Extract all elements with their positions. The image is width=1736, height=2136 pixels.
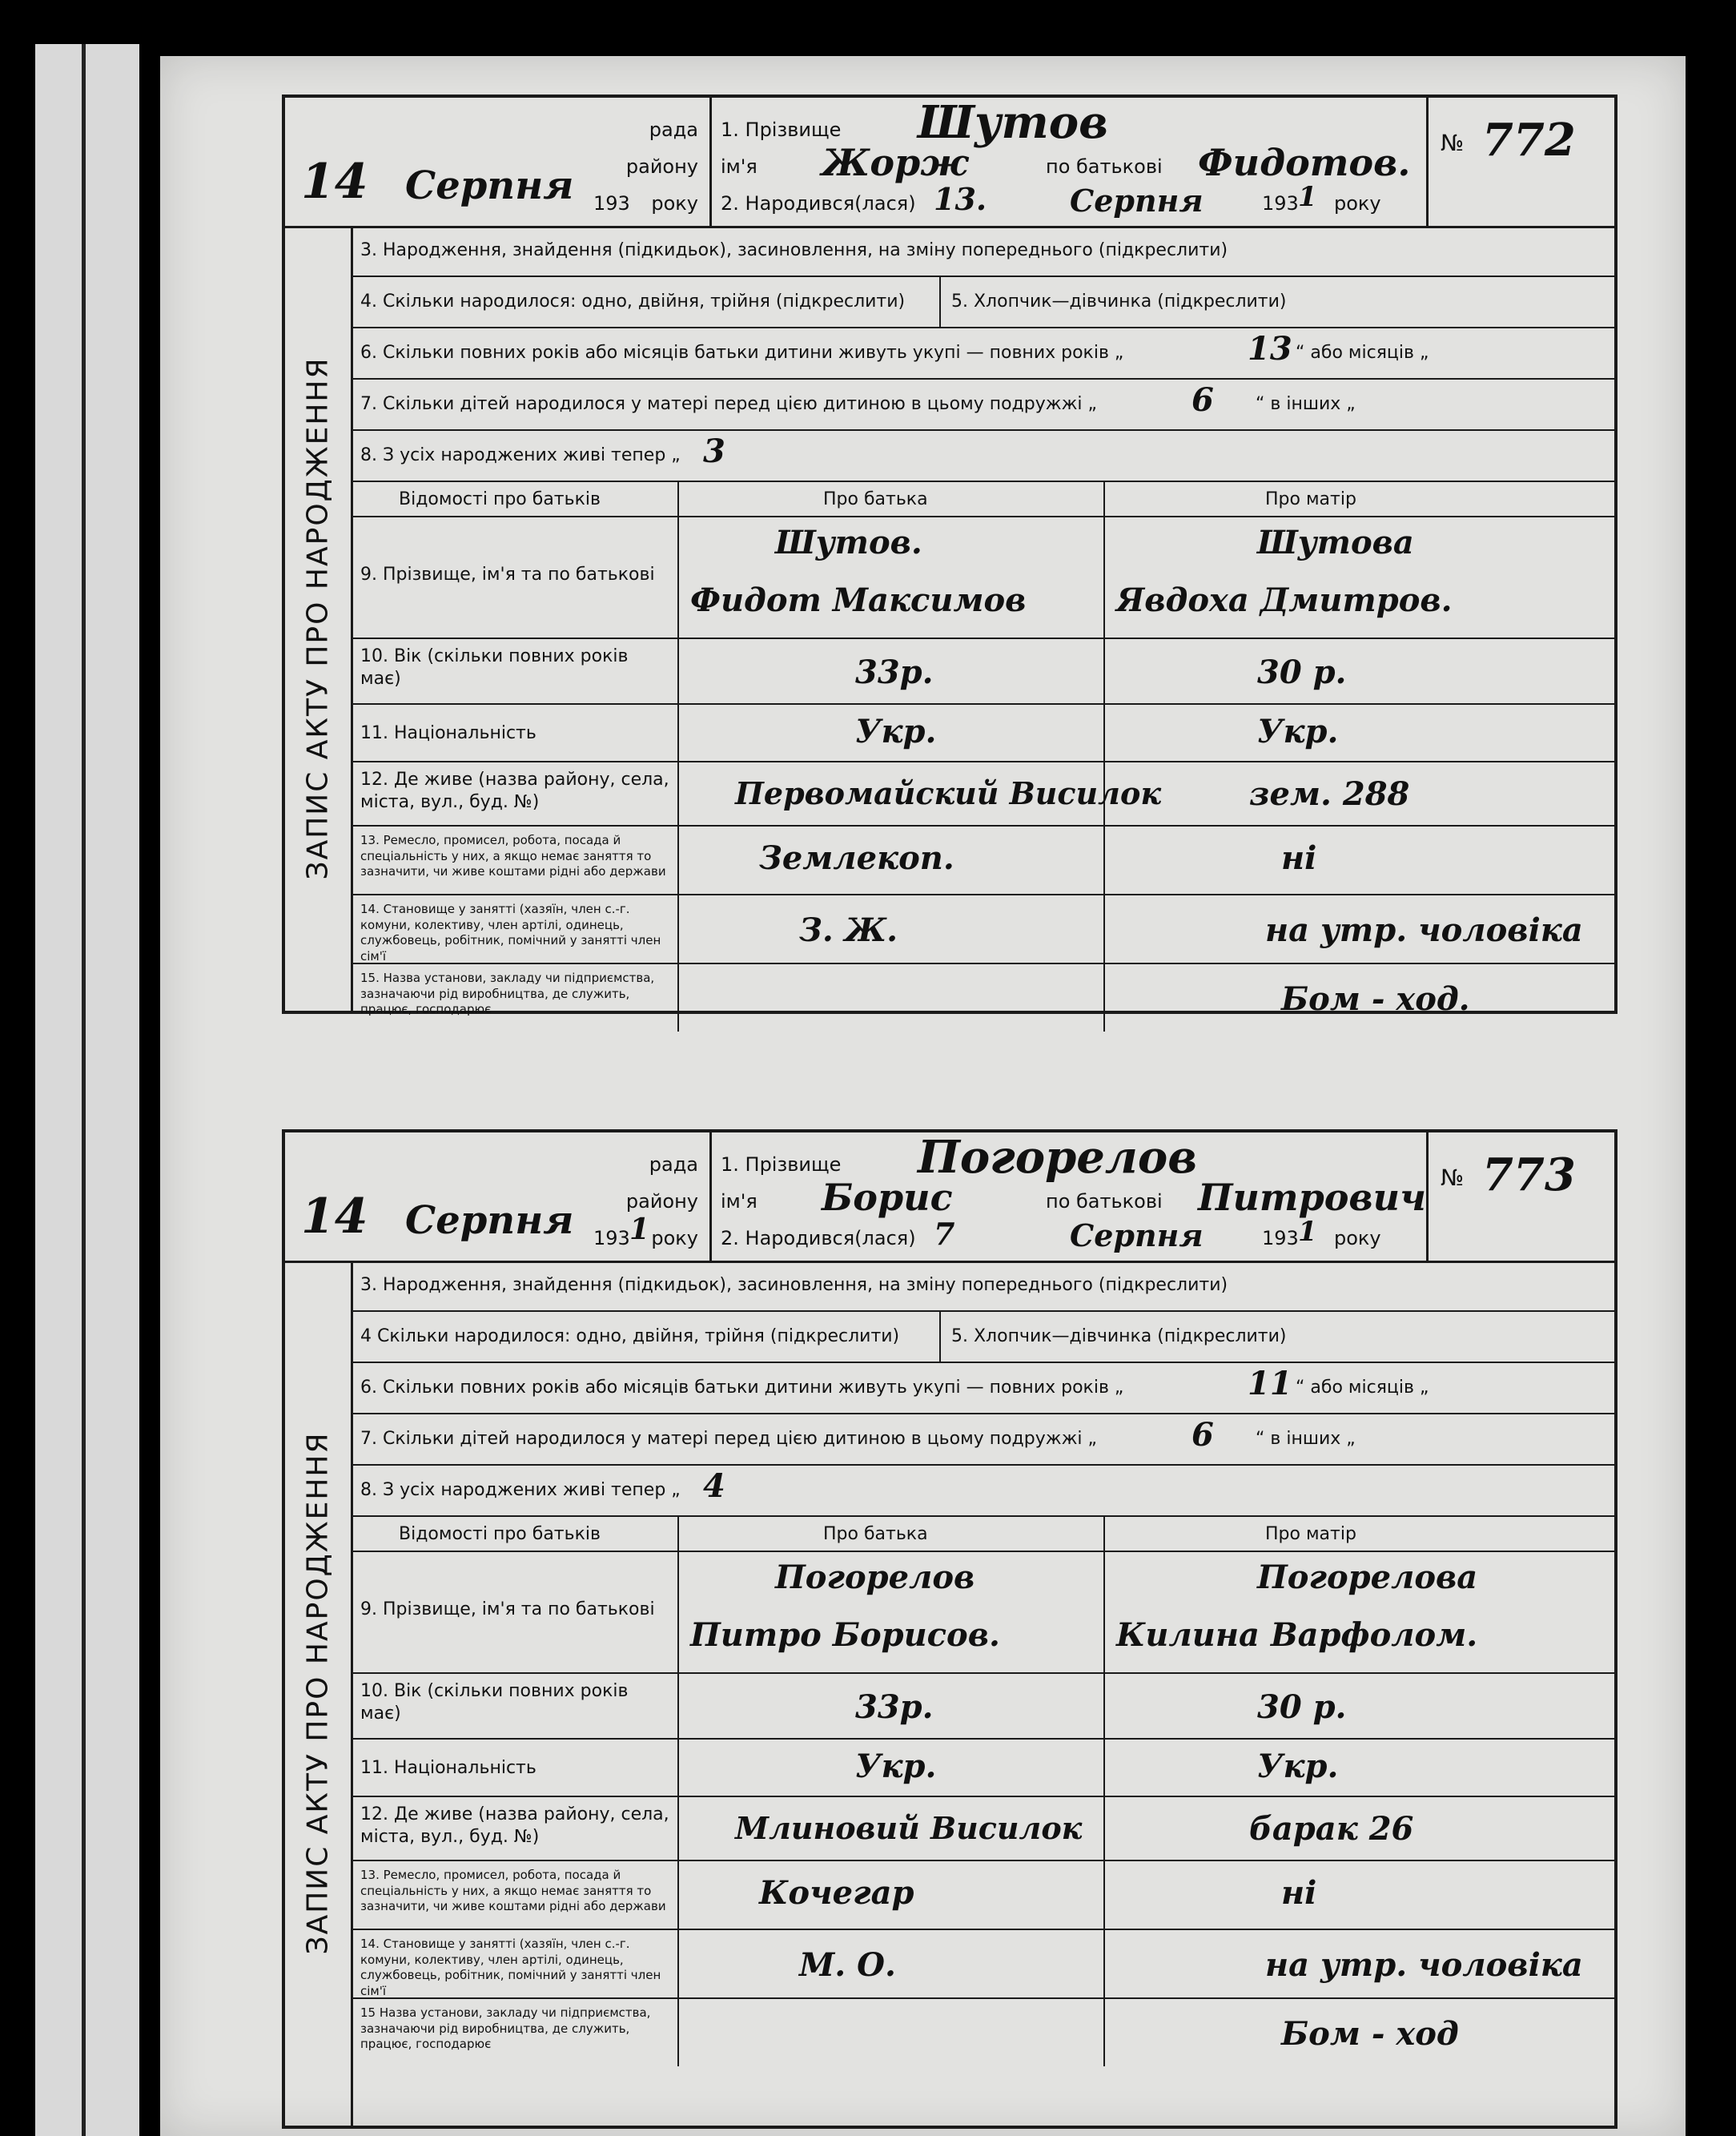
raion-label: району	[625, 1190, 698, 1213]
father-name: Фидот Максимов	[690, 581, 1027, 619]
row-3	[351, 226, 1614, 277]
child-surname: Погорелов	[918, 1131, 1198, 1184]
patronymic-label: по батькові	[1046, 1190, 1163, 1213]
row-9-label: 9. Прізвище, ім'я та по батькові	[360, 1599, 655, 1619]
born-month: Серпня	[1070, 183, 1204, 219]
father-residence: Млиновий Висилок	[735, 1810, 1083, 1846]
parents-table	[351, 1517, 1614, 2066]
child-name: Жорж	[822, 141, 969, 184]
mother-workplace: Бом - ход	[1281, 2015, 1459, 2053]
parents-header-row	[351, 482, 1614, 517]
record-number: 772	[1482, 114, 1576, 167]
row-14-label: 14. Становище у занятті (хазяїн, член с.-г. комуни, колективу, член артілі, одинець, службовець, робітник, помічний у занятті член сім'ї	[360, 1937, 661, 1998]
mother-nationality: Укр.	[1257, 713, 1339, 750]
row-15-label: 15 Назва установи, закладу чи підприємства, зазначаючи рід виробництва, де служить, працює, господарює	[360, 2005, 651, 2051]
record-rows	[351, 1261, 1614, 2066]
row-6-text: 6. Скільки повних років або місяців батьки дитини живуть укупі — повних років „	[360, 1378, 1124, 1398]
row-5-text: 5. Хлопчик—дівчинка (підкреслити)	[951, 292, 1287, 312]
number-label: №	[1441, 130, 1465, 156]
name-label: ім'я	[721, 155, 757, 178]
number-label: №	[1441, 1165, 1465, 1191]
row-15	[351, 1999, 1614, 2066]
father-nationality: Укр.	[855, 713, 937, 750]
row-8-value: 4	[703, 1467, 725, 1505]
registration-date-block	[285, 98, 712, 226]
mother-workplace: Бом - ход.	[1281, 980, 1470, 1018]
mother-occupation: ні	[1281, 839, 1317, 877]
born-label: 2. Народився(лася)	[721, 192, 916, 215]
row-13-label: 13. Ремесло, промисел, робота, посада й спеціальність у них, а якщо немає заняття то зазначити, чи живе коштами рідні або держави	[360, 1868, 666, 1913]
row-15-label: 15. Назва установи, закладу чи підприємства, зазначаючи рід виробництва, де служить, працює, господарює	[360, 971, 655, 1016]
row-14	[351, 1930, 1614, 1999]
parents-header-row	[351, 1517, 1614, 1552]
mother-occupation: ні	[1281, 1874, 1317, 1912]
father-status: З. Ж.	[799, 911, 898, 949]
row-3-text: 3. Народження, знайдення (підкидьок), засиновлення, на зміну попереднього (підкреслити)	[360, 1275, 1228, 1295]
card-header	[285, 1132, 1614, 1263]
row-7	[351, 1414, 1614, 1466]
row-7-value: 6	[1191, 1416, 1214, 1454]
born-year-prefix: 193	[1262, 192, 1299, 215]
born-year-suffix: 1	[1298, 181, 1317, 213]
row-6-text: 6. Скільки повних років або місяців батьки дитини живуть укупі — повних років „	[360, 343, 1124, 363]
rada-label: рада	[649, 119, 698, 141]
row-6	[351, 1363, 1614, 1414]
col-mother-label: Про матір	[1265, 1524, 1356, 1544]
row-12-label: 12. Де живе (назва району, села, міста, вул., буд. №)	[360, 1804, 669, 1847]
row-5-text: 5. Хлопчик—дівчинка (підкреслити)	[951, 1326, 1287, 1346]
row-13-label: 13. Ремесло, промисел, робота, посада й спеціальність у них, а якщо немає заняття то зазначити, чи живе коштами рідні або держави	[360, 833, 666, 879]
patronymic-label: по батькові	[1046, 155, 1163, 178]
surname-label: 1. Прізвище	[721, 1153, 842, 1176]
row-14-label: 14. Становище у занятті (хазяїн, член с.-г. комуни, колективу, член артілі, одинець, службовець, робітник, помічний у занятті член сім'ї	[360, 902, 661, 963]
born-rok-label: року	[1334, 1227, 1381, 1249]
row-12-label: 12. Де живе (назва району, села, міста, вул., буд. №)	[360, 770, 669, 812]
father-surname: Погорелов	[775, 1559, 975, 1596]
raion-label: району	[625, 155, 698, 178]
child-name: Борис	[822, 1176, 953, 1219]
row-6-tail: “ або місяців „	[1296, 343, 1429, 363]
row-13	[351, 827, 1614, 895]
reg-year-suffix: 1	[629, 1213, 650, 1246]
registration-date-block	[285, 1132, 712, 1261]
row-7-value: 6	[1191, 381, 1214, 419]
row-9-label: 9. Прізвище, ім'я та по батькові	[360, 565, 655, 585]
birth-record-card-1	[282, 95, 1617, 1018]
row-8-text: 8. З усіх народжених живі тепер „	[360, 445, 681, 465]
record-number: 773	[1482, 1148, 1576, 1201]
row-10	[351, 1674, 1614, 1740]
row-10-label: 10. Вік (скільки повних років має)	[360, 1681, 629, 1724]
parents-table	[351, 482, 1614, 1032]
row-7-tail: “ в інших „	[1256, 1429, 1356, 1449]
row-6-value: 13	[1248, 330, 1292, 368]
row-12	[351, 762, 1614, 827]
row-8	[351, 1466, 1614, 1517]
mother-age: 30 р.	[1257, 654, 1347, 691]
name-label: ім'я	[721, 1190, 757, 1213]
record-rows	[351, 226, 1614, 1032]
row-8-text: 8. З усіх народжених живі тепер „	[360, 1480, 681, 1500]
row-4-5	[351, 1312, 1614, 1363]
child-patronymic: Питрович	[1198, 1176, 1426, 1219]
col-father-label: Про батька	[823, 489, 928, 509]
side-title	[285, 1261, 353, 2126]
father-residence: Первомайский Висилок	[735, 775, 1162, 811]
father-age: 33р.	[855, 1688, 934, 1726]
row-11-label: 11. Національність	[360, 723, 536, 743]
mother-nationality: Укр.	[1257, 1748, 1339, 1785]
birth-record-card-2	[282, 1129, 1617, 2129]
row-15	[351, 964, 1614, 1032]
child-surname: Шутов	[918, 96, 1108, 149]
card-header	[285, 98, 1614, 228]
mother-surname: Шутова	[1257, 524, 1414, 561]
col-info-label: Відомості про батьків	[399, 1524, 601, 1544]
reg-month: Серпня	[405, 163, 574, 208]
row-9	[351, 1552, 1614, 1674]
side-title-text: ЗАПИС АКТУ ПРО НАРОДЖЕННЯ	[301, 1431, 335, 1955]
reg-year-prefix: 193	[593, 192, 630, 215]
row-8-value: 3	[703, 432, 725, 470]
row-6	[351, 328, 1614, 380]
col-mother-label: Про матір	[1265, 489, 1356, 509]
father-nationality: Укр.	[855, 1748, 937, 1785]
born-day: 7	[934, 1216, 955, 1252]
row-7-text: 7. Скільки дітей народилося у матері перед цією дитиною в цьому подружжі „	[360, 394, 1097, 414]
mother-status: на утр. чоловіка	[1265, 1946, 1583, 1984]
row-11	[351, 705, 1614, 762]
mother-surname: Погорелова	[1257, 1559, 1478, 1596]
row-11	[351, 1740, 1614, 1797]
rok-label: року	[651, 192, 698, 215]
reg-day: 14	[301, 154, 368, 210]
record-number-block	[1426, 98, 1614, 226]
record-number-block	[1426, 1132, 1614, 1261]
left-page-edge	[35, 44, 139, 2136]
born-year-prefix: 193	[1262, 1227, 1299, 1249]
father-name: Питро Борисов.	[690, 1616, 1000, 1654]
row-4-5	[351, 277, 1614, 328]
child-name-block	[709, 1132, 1429, 1261]
row-3-text: 3. Народження, знайдення (підкидьок), засиновлення, на зміну попереднього (підкреслити)	[360, 240, 1228, 260]
row-9	[351, 517, 1614, 639]
mother-name: Килина Варфолом.	[1116, 1616, 1478, 1654]
side-title-text: ЗАПИС АКТУ ПРО НАРОДЖЕННЯ	[301, 356, 335, 880]
row-10	[351, 639, 1614, 705]
born-day: 13.	[934, 181, 987, 217]
mother-residence: барак 26	[1249, 1810, 1414, 1848]
col-father-label: Про батька	[823, 1524, 928, 1544]
father-age: 33р.	[855, 654, 934, 691]
father-status: М. О.	[799, 1946, 896, 1984]
father-surname: Шутов.	[775, 524, 922, 561]
row-7-text: 7. Скільки дітей народилося у матері перед цією дитиною в цьому подружжі „	[360, 1429, 1097, 1449]
born-rok-label: року	[1334, 192, 1381, 215]
row-7-tail: “ в інших „	[1256, 394, 1356, 414]
rok-label: року	[651, 1227, 698, 1249]
row-11-label: 11. Національність	[360, 1758, 536, 1778]
mother-age: 30 р.	[1257, 1688, 1347, 1726]
reg-month: Серпня	[405, 1198, 574, 1243]
row-6-value: 11	[1248, 1365, 1292, 1402]
surname-label: 1. Прізвище	[721, 119, 842, 141]
row-8	[351, 431, 1614, 482]
mother-name: Явдоха Дмитров.	[1116, 581, 1453, 619]
row-10-label: 10. Вік (скільки повних років має)	[360, 646, 629, 689]
born-year-suffix: 1	[1298, 1216, 1317, 1248]
mother-status: на утр. чоловіка	[1265, 911, 1583, 949]
father-occupation: Кочегар	[759, 1874, 914, 1912]
child-name-block	[709, 98, 1429, 226]
born-month: Серпня	[1070, 1217, 1204, 1253]
col-info-label: Відомості про батьків	[399, 489, 601, 509]
row-6-tail: “ або місяців „	[1296, 1378, 1429, 1398]
mother-residence: зем. 288	[1249, 775, 1410, 813]
rada-label: рада	[649, 1153, 698, 1176]
side-title	[285, 226, 353, 1011]
father-occupation: Землекоп.	[759, 839, 954, 877]
row-4-text: 4 Скільки народилося: одно, двійня, трійня (підкреслити)	[360, 1326, 900, 1346]
document-sheet	[160, 56, 1686, 2136]
row-3	[351, 1261, 1614, 1312]
child-patronymic: Фидотов.	[1198, 141, 1411, 184]
row-13	[351, 1861, 1614, 1930]
row-14	[351, 895, 1614, 964]
born-label: 2. Народився(лася)	[721, 1227, 916, 1249]
reg-day: 14	[301, 1189, 368, 1245]
row-4-text: 4. Скільки народилося: одно, двійня, трійня (підкреслити)	[360, 292, 906, 312]
reg-year-prefix: 193	[593, 1227, 630, 1249]
row-7	[351, 380, 1614, 431]
row-12	[351, 1797, 1614, 1861]
